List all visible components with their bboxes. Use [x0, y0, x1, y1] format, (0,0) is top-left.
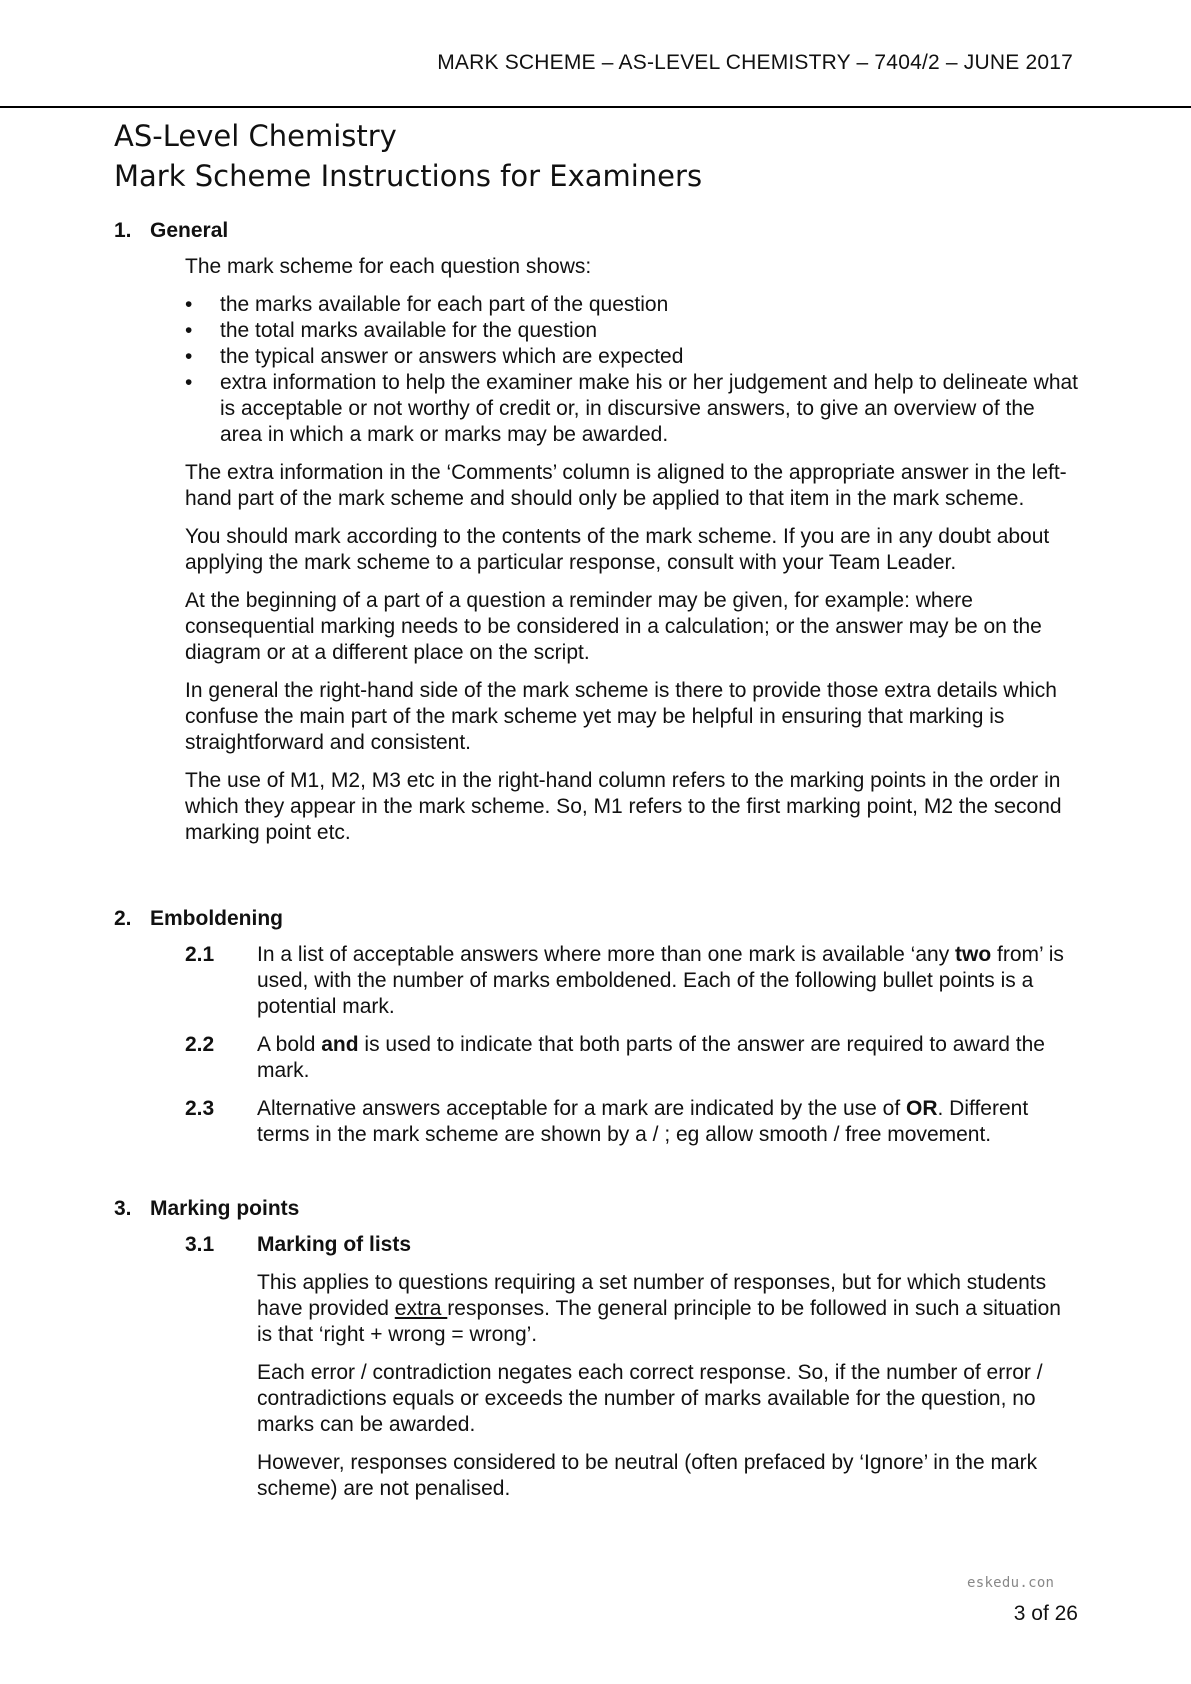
list-item: • the typical answer or answers which are expected [185, 344, 1079, 370]
paragraph: In general the right-hand side of the mark scheme is there to provide those extra details which confuse the main part of the mark scheme yet may be helpful in ensuring that marking is straightforward and consistent. [185, 679, 1057, 754]
section-marking-points [114, 1196, 1079, 1502]
general-bullet-list [114, 292, 1079, 448]
title-line-1: AS-Level Chemistry [114, 119, 397, 153]
subsection-number: 2.1 [185, 943, 215, 966]
section-number: 3. [114, 1197, 132, 1220]
subsection-3-1-heading [114, 1232, 1079, 1258]
section-number: 2. [114, 907, 132, 930]
subsection-number: 2.3 [185, 1097, 215, 1120]
paragraph: The extra information in the ‘Comments’ column is aligned to the appropriate answer in the left-hand part of the mark scheme and should only be applied to that item in the mark scheme. [185, 461, 1067, 510]
section-title: Emboldening [150, 907, 283, 930]
section-number: 1. [114, 219, 132, 242]
page-number: 3 of 26 [1013, 1602, 1078, 1625]
title-line-2: Mark Scheme Instructions for Examiners [114, 159, 703, 193]
list-item: • the total marks available for the question [185, 318, 1079, 344]
subsection-2-3 [114, 1096, 1079, 1148]
subsection-text: In a list of acceptable answers where more than one mark is available ‘any two from’ is used, with the number of marks emboldened. Each of the following bullet points is a potential mark. [257, 943, 1064, 1018]
document-title [114, 116, 702, 196]
general-intro: The mark scheme for each question shows: [185, 255, 592, 278]
paragraph: At the beginning of a part of a question a reminder may be given, for example: where consequential marking needs to be considered in a calculation; or the answer may be on the diagram or at a different place on the script. [185, 589, 1042, 664]
section-title: Marking points [150, 1197, 300, 1220]
subsection-title: Marking of lists [257, 1233, 412, 1256]
paragraph: This applies to questions requiring a set number of responses, but for which students have provided extra responses. The general principle to be followed in such a situation is that ‘right + wrong = wrong’. [257, 1271, 1061, 1346]
paragraph: The use of M1, M2, M3 etc in the right-hand column refers to the marking points in the order in which they appear in the mark scheme. So, M1 refers to the first marking point, M2 the second marking point etc. [185, 769, 1062, 844]
paragraph: Each error / contradiction negates each correct response. So, if the number of error / contradictions equals or exceeds the number of marks available for the question, no marks can be awarded. [257, 1361, 1043, 1436]
list-item: • extra information to help the examiner make his or her judgement and help to delineate what is acceptable or not worthy of credit or, in discursive answers, to give an overview of the area in which a mark or marks may be awarded. [185, 370, 1079, 448]
list-item: • the marks available for each part of the question [185, 292, 1079, 318]
subsection-number: 3.1 [185, 1233, 215, 1256]
subsection-number: 2.2 [185, 1033, 215, 1056]
section-heading-general [114, 218, 1079, 244]
subsection-text: A bold and is used to indicate that both parts of the answer are required to award the mark. [257, 1033, 1045, 1082]
document-body [114, 218, 1079, 1502]
subsection-2-1 [114, 942, 1079, 1020]
section-title: General [150, 219, 229, 242]
section-emboldening [114, 906, 1079, 1148]
header-rule [0, 106, 1191, 108]
subsection-text: Alternative answers acceptable for a mark are indicated by the use of OR. Different terms in the mark scheme are shown by a / ; eg allow smooth / free movement. [257, 1097, 1029, 1146]
section-heading-emboldening [114, 906, 1079, 932]
paragraph: However, responses considered to be neutral (often prefaced by ‘Ignore’ in the mark scheme) are not penalised. [257, 1451, 1038, 1500]
watermark-text: eskedu.con [967, 1575, 1055, 1591]
section-heading-marking-points [114, 1196, 1079, 1222]
running-header: MARK SCHEME – AS-LEVEL CHEMISTRY – 7404/2 – JUNE 2017 [437, 51, 1073, 74]
paragraph: You should mark according to the contents of the mark scheme. If you are in any doubt about applying the mark scheme to a particular response, consult with your Team Leader. [185, 525, 1050, 574]
subsection-2-2 [114, 1032, 1079, 1084]
section-general [114, 218, 1079, 846]
